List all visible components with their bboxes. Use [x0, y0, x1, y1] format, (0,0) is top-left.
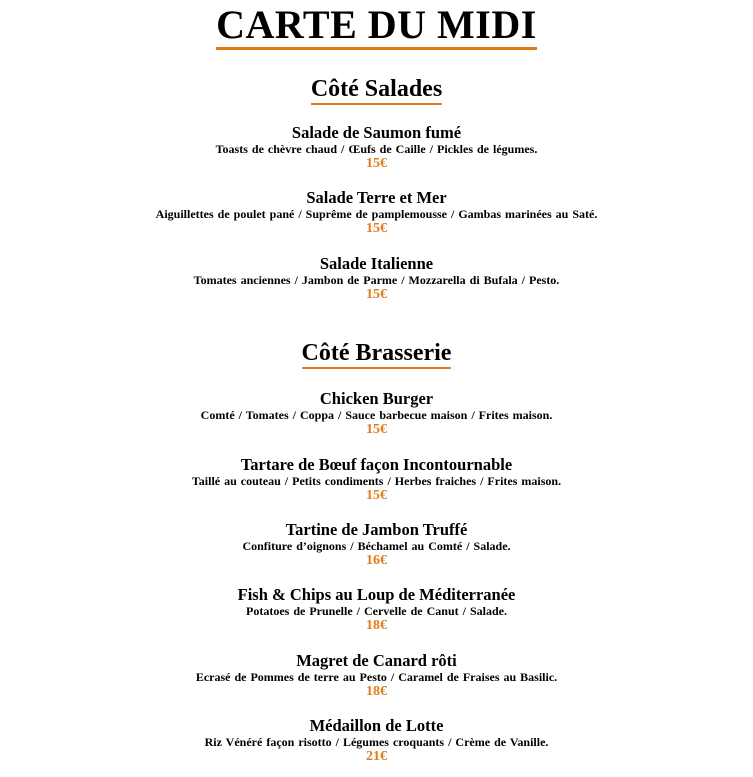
section-header-salades [0, 76, 753, 105]
dish-description: Aiguillettes de poulet pané / Suprême de pamplemousse / Gambas marinées au Saté. [155, 207, 598, 221]
menu-item-chicken-burger [0, 389, 753, 438]
dish-price: 21€ [366, 749, 387, 764]
dish-name: Salade de Saumon fumé [291, 123, 462, 142]
menu-item-tartare-boeuf [0, 455, 753, 504]
dish-price: 16€ [366, 553, 387, 568]
dish-name: Salade Terre et Mer [306, 188, 447, 207]
dish-description: Tomates anciennes / Jambon de Parme / Mozzarella di Bufala / Pesto. [193, 273, 560, 287]
dish-price: 15€ [366, 287, 387, 302]
dish-name: Salade Italienne [319, 254, 434, 273]
section-title-brasserie: Côté Brasserie [302, 340, 452, 369]
section-title-salades: Côté Salades [311, 76, 442, 105]
dish-name: Chicken Burger [319, 389, 434, 408]
dish-description: Confiture d’oignons / Béchamel au Comté / Salade. [242, 539, 511, 553]
dish-description: Riz Vénéré façon risotto / Légumes croquants / Crème de Vanille. [204, 735, 549, 749]
dish-price: 18€ [366, 684, 387, 699]
dish-price: 18€ [366, 618, 387, 633]
menu-item-fish-chips [0, 585, 753, 634]
menu-item-medaillon-lotte [0, 716, 753, 765]
dish-name: Tartare de Bœuf façon Incontournable [240, 455, 513, 474]
menu-title: CARTE DU MIDI [216, 4, 537, 50]
dish-description: Taillé au couteau / Petits condiments / Herbes fraiches / Frites maison. [191, 474, 562, 488]
dish-price: 15€ [366, 488, 387, 503]
dish-description: Toasts de chèvre chaud / Œufs de Caille / Pickles de légumes. [215, 142, 538, 156]
section-header-brasserie [0, 340, 753, 369]
dish-name: Magret de Canard rôti [296, 651, 457, 670]
dish-name: Tartine de Jambon Truffé [285, 520, 468, 539]
menu-item-tartine-jambon [0, 520, 753, 569]
menu-header [0, 4, 753, 50]
dish-description: Comté / Tomates / Coppa / Sauce barbecue maison / Frites maison. [200, 408, 553, 422]
menu-item-salade-terre-mer [0, 188, 753, 237]
dish-name: Médaillon de Lotte [309, 716, 444, 735]
menu-item-magret-canard [0, 651, 753, 700]
dish-name: Fish & Chips au Loup de Méditerranée [237, 585, 516, 604]
menu-item-salade-italienne [0, 254, 753, 303]
menu-item-salade-saumon [0, 123, 753, 172]
dish-description: Ecrasé de Pommes de terre au Pesto / Caramel de Fraises au Basilic. [195, 670, 558, 684]
dish-price: 15€ [366, 156, 387, 171]
dish-price: 15€ [366, 221, 387, 236]
dish-description: Potatoes de Prunelle / Cervelle de Canut / Salade. [246, 604, 507, 618]
dish-price: 15€ [366, 422, 387, 437]
